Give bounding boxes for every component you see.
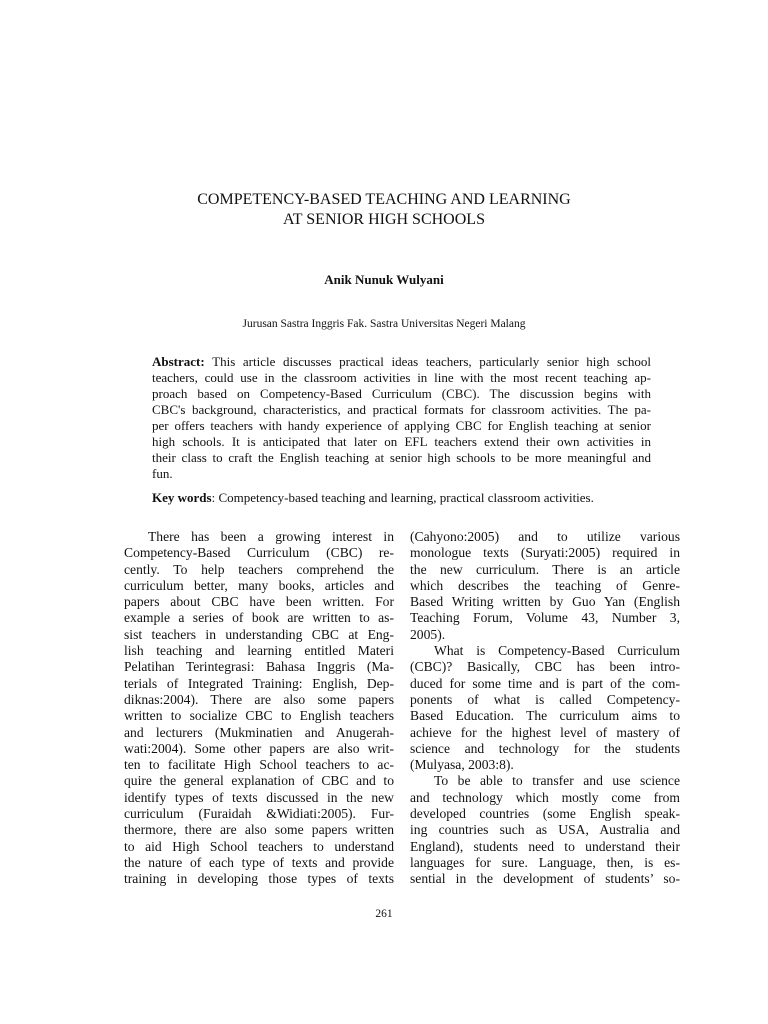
- body-line: training in developing those types of texts: [124, 871, 394, 887]
- abstract-text: This article discusses practical ideas teachers, particularly senior high school: [204, 354, 651, 369]
- body-line: ten to facilitate High School teachers to ac-: [124, 757, 394, 773]
- body-line: (CBC)? Basically, CBC has been intro-: [410, 659, 680, 675]
- body-line: wati:2004). Some other papers are also writ-: [124, 740, 394, 756]
- page-number: 261: [375, 908, 393, 920]
- body-right-column: [410, 529, 680, 888]
- body-line: sist teachers in understanding CBC at Eng-: [124, 626, 394, 642]
- body-line: achieve for the highest level of mastery of: [410, 724, 680, 740]
- body-line: to aid High School teachers to understand: [124, 838, 394, 854]
- body-line: example a series of book are written to as-: [124, 610, 394, 626]
- body-line: Based Writing written by Guo Yan (English: [410, 594, 680, 610]
- body-line: duced for some time and is part of the com-: [410, 675, 680, 691]
- body-left-column: [124, 529, 394, 888]
- body-line: curriculum better, many books, articles and: [124, 577, 394, 593]
- abstract-line: high schools. It is anticipated that later on EFL teachers extend their own activities in: [152, 434, 651, 449]
- abstract-line: CBC's background, characteristics, and practical formats for classroom activities. The pa-: [152, 402, 651, 417]
- body-line: lish teaching and learning entitled Materi: [124, 643, 394, 659]
- abstract-line: teachers, could use in the classroom activities in line with the most recent teaching ap-: [152, 370, 651, 385]
- title-line: COMPETENCY-BASED TEACHING AND LEARNING: [197, 191, 571, 208]
- body-line: terials of Integrated Training: English, Dep-: [124, 675, 394, 691]
- body-line: curriculum (Furaidah &Widiati:2005). Fur-: [124, 806, 394, 822]
- keywords-label: Key words: [152, 490, 212, 505]
- body-line: written to socialize CBC to English teachers: [124, 708, 394, 724]
- body-line: and technology which mostly come from: [410, 789, 680, 805]
- author-affiliation: Jurusan Sastra Inggris Fak. Sastra Universitas Negeri Malang: [242, 318, 526, 330]
- body-line: ponents of what is called Competency-: [410, 691, 680, 707]
- body-line: To be able to transfer and use science: [434, 773, 680, 789]
- body-line: quire the general explanation of CBC and to: [124, 773, 394, 789]
- body-line: There has been a growing interest in: [148, 529, 394, 544]
- body-line: ing countries such as USA, Australia and: [410, 822, 680, 838]
- body-line: diknas:2004). There are also some papers: [124, 691, 394, 707]
- body-line: England), students need to understand their: [410, 838, 680, 854]
- body-line: Teaching Forum, Volume 43, Number 3,: [410, 610, 680, 626]
- body-line: (Cahyono:2005) and to utilize various: [410, 529, 680, 544]
- paper-title: [0, 190, 768, 230]
- body-line: languages for sure. Language, then, is es-: [410, 854, 680, 870]
- body-line: the new curriculum. There is an article: [410, 561, 680, 577]
- body-line: cently. To help teachers comprehend the: [124, 561, 394, 577]
- body-line: sential in the development of students’ so-: [410, 871, 680, 887]
- body-line: papers about CBC have been written. For: [124, 594, 394, 610]
- abstract-line: their class to craft the English teaching at senior high schools to be more meaningful and: [152, 450, 651, 465]
- body-line: 2005).: [410, 626, 446, 642]
- body-line: and lecturers (Mukminatien and Anugerah-: [124, 724, 394, 740]
- body-line: thermore, there are also some papers written: [124, 822, 394, 838]
- abstract: [152, 354, 651, 482]
- body-line: What is Competency-Based Curriculum: [434, 643, 680, 659]
- body-line: monologue texts (Suryati:2005) required in: [410, 545, 680, 561]
- body-line: developed countries (some English speak-: [410, 806, 680, 822]
- keywords-text: : Competency-based teaching and learning, practical classroom activities.: [211, 490, 594, 505]
- body-line: (Mulyasa, 2003:8).: [410, 757, 514, 773]
- author-name: Anik Nunuk Wulyani: [324, 272, 444, 287]
- abstract-line: proach based on Competency-Based Curriculum (CBC). The discussion begins with: [152, 386, 651, 401]
- abstract-line: fun.: [152, 466, 173, 481]
- body-line: identify types of texts discussed in the new: [124, 789, 394, 805]
- body-line: Pelatihan Terintegrasi: Bahasa Inggris (Ma-: [124, 659, 394, 675]
- body-line: Based Education. The curriculum aims to: [410, 708, 680, 724]
- keywords: [152, 490, 651, 506]
- body-line: which describes the teaching of Genre-: [410, 577, 680, 593]
- body-line: science and technology for the students: [410, 740, 680, 756]
- body-line: Competency-Based Curriculum (CBC) re-: [124, 545, 394, 561]
- abstract-line: [152, 354, 651, 370]
- abstract-label: Abstract:: [152, 354, 205, 369]
- body-line: the nature of each type of texts and provide: [124, 854, 394, 870]
- title-line: AT SENIOR HIGH SCHOOLS: [283, 211, 485, 228]
- abstract-line: per offers teachers with handy experience of applying CBC for English teaching at senior: [152, 418, 651, 433]
